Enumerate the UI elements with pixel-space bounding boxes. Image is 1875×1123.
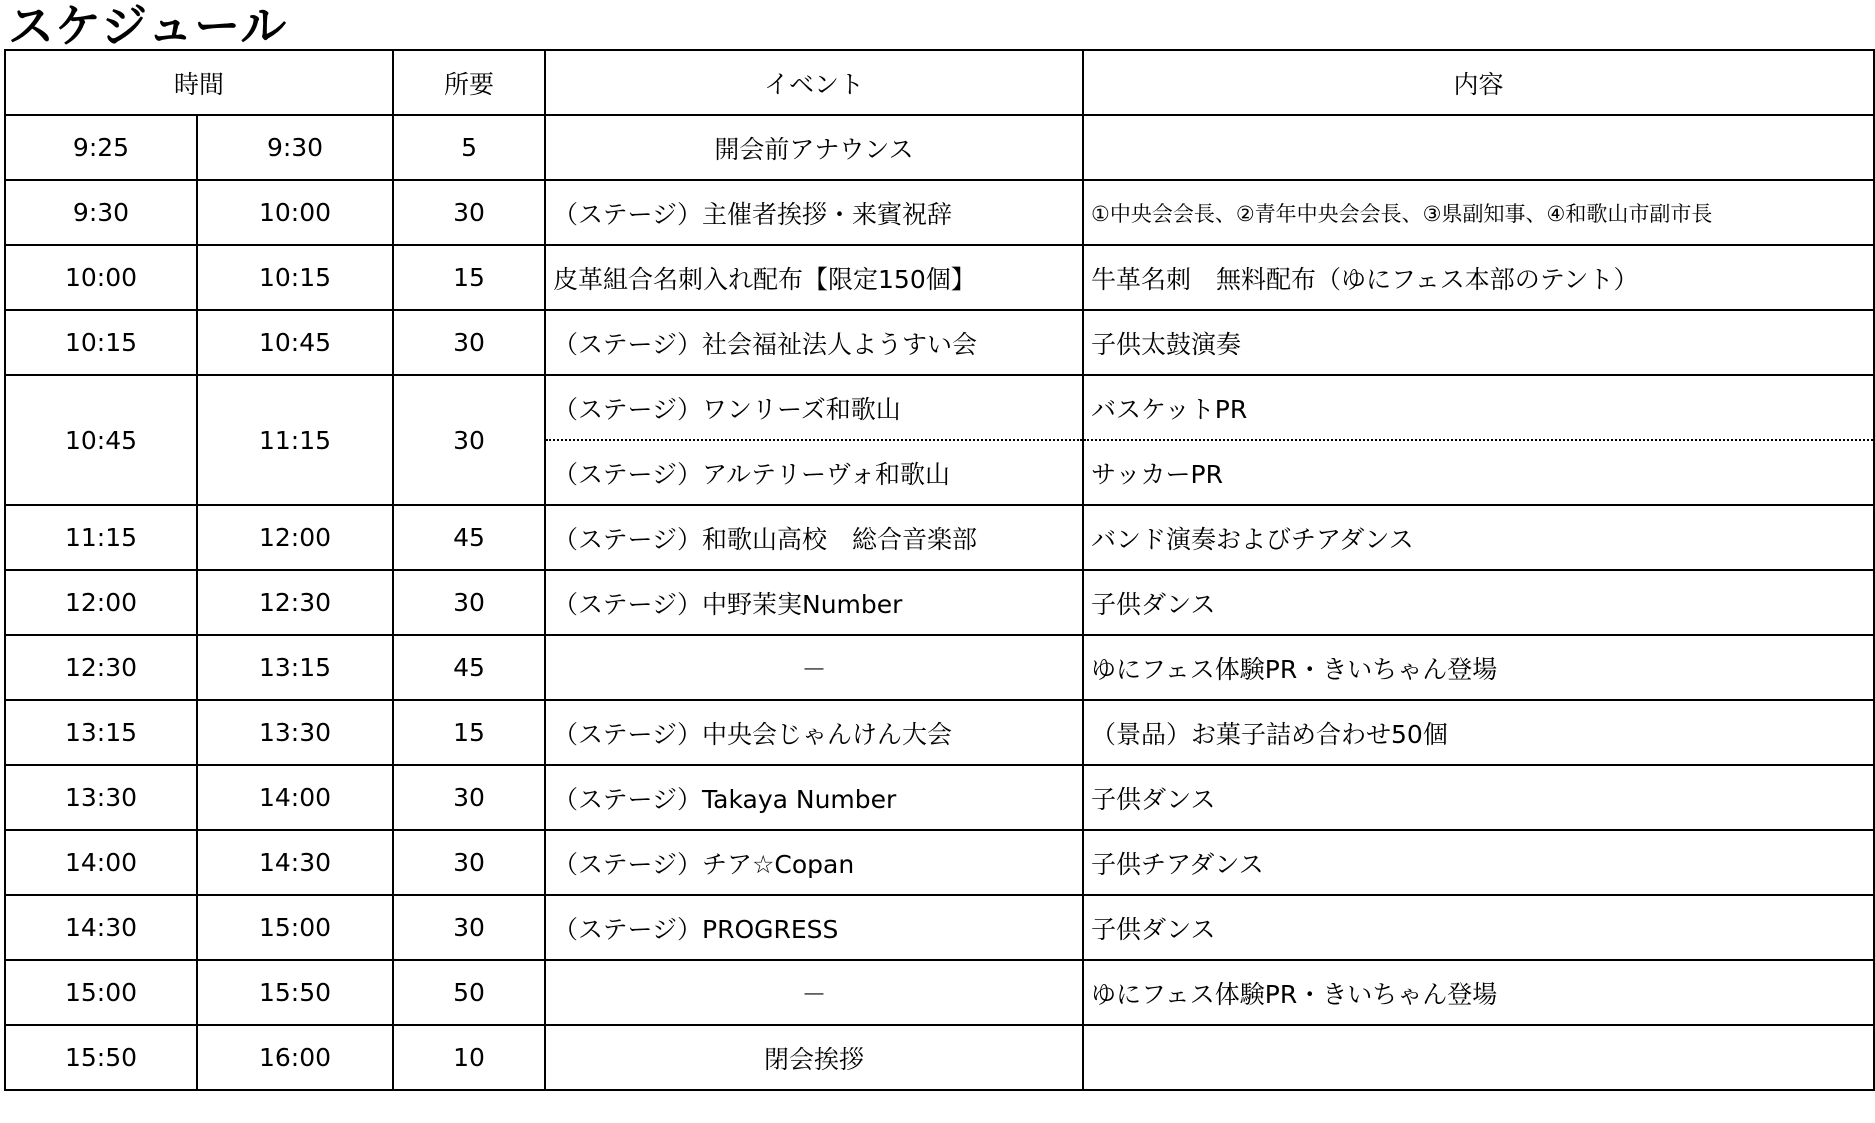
end-time: 10:00 [197, 180, 393, 245]
content-cell: 子供ダンス [1083, 895, 1874, 960]
content-cell: ゆにフェス体験PR・きいちゃん登場 [1083, 635, 1874, 700]
content-cell: 子供ダンス [1083, 570, 1874, 635]
event-cell: （ステージ）社会福祉法人ようすい会 [545, 310, 1083, 375]
header-row [5, 50, 1874, 115]
table-row [5, 700, 1874, 765]
start-time: 10:00 [5, 245, 197, 310]
start-time: 10:15 [5, 310, 197, 375]
end-time: 12:30 [197, 570, 393, 635]
end-time: 16:00 [197, 1025, 393, 1090]
schedule-table [4, 49, 1875, 1091]
content-cell [1083, 115, 1874, 180]
header-time: 時間 [5, 50, 393, 115]
duration: 30 [393, 375, 545, 505]
duration: 30 [393, 310, 545, 375]
event-cell: （ステージ）チア☆Copan [545, 830, 1083, 895]
duration: 5 [393, 115, 545, 180]
duration: 10 [393, 1025, 545, 1090]
start-time: 14:30 [5, 895, 197, 960]
duration: 15 [393, 700, 545, 765]
end-time: 13:30 [197, 700, 393, 765]
header-duration: 所要 [393, 50, 545, 115]
event-cell: （ステージ）和歌山高校 総合音楽部 [545, 505, 1083, 570]
header-content: 内容 [1083, 50, 1874, 115]
start-time: 11:15 [5, 505, 197, 570]
end-time: 9:30 [197, 115, 393, 180]
table-row [5, 310, 1874, 375]
content-cell: （景品）お菓子詰め合わせ50個 [1083, 700, 1874, 765]
end-time: 10:45 [197, 310, 393, 375]
table-row [5, 895, 1874, 960]
event-cell: （ステージ）ワンリーズ和歌山 [545, 375, 1083, 440]
content-cell: バンド演奏およびチアダンス [1083, 505, 1874, 570]
end-time: 15:00 [197, 895, 393, 960]
content-cell: 牛革名刺 無料配布（ゆにフェス本部のテント） [1083, 245, 1874, 310]
content-cell: バスケットPR [1083, 375, 1874, 440]
content-cell: サッカーPR [1083, 440, 1874, 505]
end-time: 11:15 [197, 375, 393, 505]
table-row [5, 505, 1874, 570]
end-time: 12:00 [197, 505, 393, 570]
content-cell: ①中央会会長、②青年中央会会長、③県副知事、④和歌山市副市長 [1083, 180, 1874, 245]
table-row [5, 375, 1874, 440]
duration: 30 [393, 895, 545, 960]
event-cell: （ステージ）PROGRESS [545, 895, 1083, 960]
end-time: 10:15 [197, 245, 393, 310]
duration: 30 [393, 180, 545, 245]
event-cell: （ステージ）アルテリーヴォ和歌山 [545, 440, 1083, 505]
start-time: 9:30 [5, 180, 197, 245]
content-cell: 子供ダンス [1083, 765, 1874, 830]
start-time: 13:30 [5, 765, 197, 830]
table-row [5, 570, 1874, 635]
event-cell: （ステージ）中野茉実Number [545, 570, 1083, 635]
table-row [5, 960, 1874, 1025]
event-cell: 閉会挨拶 [545, 1025, 1083, 1090]
content-cell: 子供太鼓演奏 [1083, 310, 1874, 375]
start-time: 13:15 [5, 700, 197, 765]
content-cell [1083, 1025, 1874, 1090]
duration: 15 [393, 245, 545, 310]
table-row [5, 245, 1874, 310]
start-time: 12:30 [5, 635, 197, 700]
start-time: 15:00 [5, 960, 197, 1025]
start-time: 10:45 [5, 375, 197, 505]
event-cell: 皮革組合名刺入れ配布【限定150個】 [545, 245, 1083, 310]
start-time: 12:00 [5, 570, 197, 635]
end-time: 15:50 [197, 960, 393, 1025]
event-cell: （ステージ）中央会じゃんけん大会 [545, 700, 1083, 765]
page-title: スケジュール [8, 0, 288, 53]
start-time: 14:00 [5, 830, 197, 895]
event-cell: （ステージ）Takaya Number [545, 765, 1083, 830]
table-row [5, 635, 1874, 700]
event-cell: （ステージ）主催者挨拶・来賓祝辞 [545, 180, 1083, 245]
content-cell: 子供チアダンス [1083, 830, 1874, 895]
table-row [5, 115, 1874, 180]
table-row [5, 765, 1874, 830]
duration: 45 [393, 505, 545, 570]
duration: 50 [393, 960, 545, 1025]
end-time: 14:30 [197, 830, 393, 895]
table-row [5, 1025, 1874, 1090]
header-event: イベント [545, 50, 1083, 115]
table-row [5, 180, 1874, 245]
content-cell: ゆにフェス体験PR・きいちゃん登場 [1083, 960, 1874, 1025]
event-cell: － [545, 635, 1083, 700]
duration: 30 [393, 570, 545, 635]
end-time: 14:00 [197, 765, 393, 830]
start-time: 15:50 [5, 1025, 197, 1090]
table-row [5, 830, 1874, 895]
start-time: 9:25 [5, 115, 197, 180]
duration: 30 [393, 830, 545, 895]
duration: 45 [393, 635, 545, 700]
event-cell: 開会前アナウンス [545, 115, 1083, 180]
event-cell: － [545, 960, 1083, 1025]
duration: 30 [393, 765, 545, 830]
end-time: 13:15 [197, 635, 393, 700]
